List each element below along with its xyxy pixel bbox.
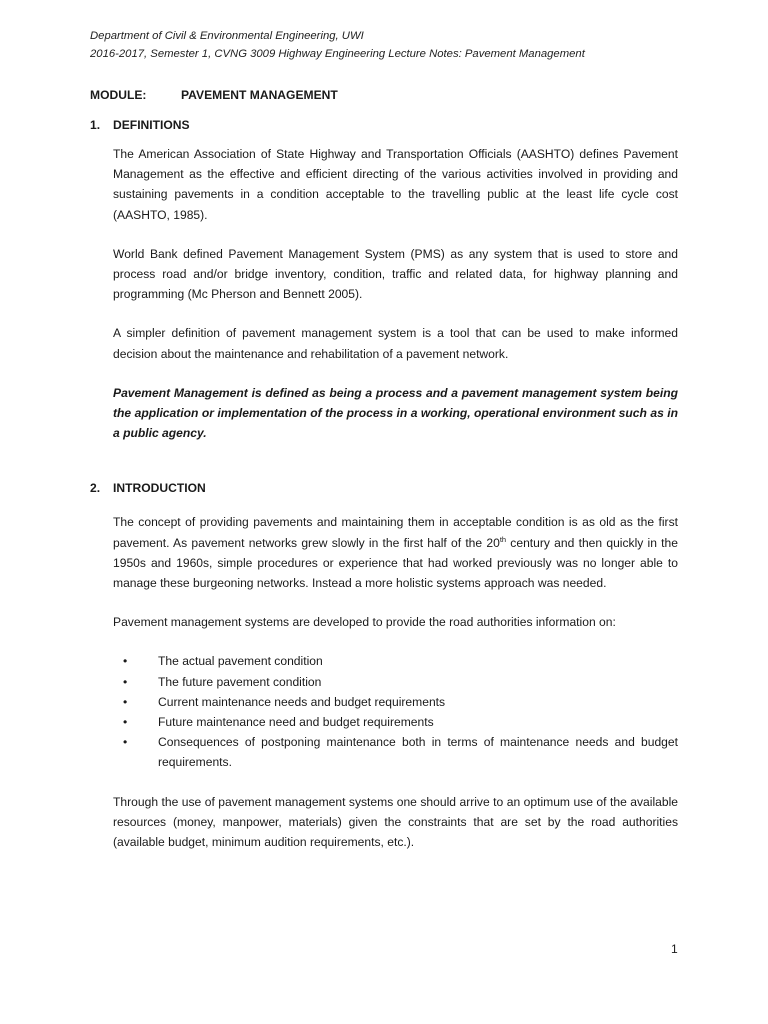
section-heading-definitions bbox=[90, 118, 678, 132]
list-item-text: Future maintenance need and budget requirements bbox=[158, 715, 434, 730]
list-item-text: The actual pavement condition bbox=[158, 654, 323, 669]
header-course: 2016-2017, Semester 1, CVNG 3009 Highway Engineering Lecture Notes: Pavement Management bbox=[90, 48, 585, 60]
paragraph-simpler-definition: A simpler definition of pavement management system is a tool that can be used to make informed decision about the maintenance and rehabilitation of a pavement network. bbox=[113, 326, 678, 361]
bullet-icon: • bbox=[123, 735, 128, 750]
module-title: PAVEMENT MANAGEMENT bbox=[181, 88, 338, 102]
module-heading bbox=[90, 88, 678, 102]
information-bullet-list bbox=[113, 651, 678, 772]
section-title: INTRODUCTION bbox=[113, 481, 206, 496]
bullet-icon: • bbox=[123, 715, 128, 730]
list-item bbox=[113, 712, 678, 732]
module-label: MODULE: bbox=[90, 88, 147, 102]
list-item-text: The future pavement condition bbox=[158, 674, 322, 689]
section-number: 1. bbox=[90, 118, 101, 132]
list-item-text: Consequences of postponing maintenance both in terms of maintenance needs and budget requirements. bbox=[158, 735, 678, 770]
list-item-text: Current maintenance needs and budget requirements bbox=[158, 694, 446, 709]
section-title: DEFINITIONS bbox=[113, 118, 190, 132]
paragraph-list-intro: Pavement management systems are developed to provide the road authorities information on: bbox=[113, 615, 616, 630]
section-heading-introduction bbox=[90, 481, 678, 495]
paragraph-closing: Through the use of pavement management systems one should arrive to an optimum use of the available resources (money, manpower, materials) given the constraints that are set by the road authorities (available budget, minimum audition requirements, etc.). bbox=[113, 794, 678, 850]
paragraph-key-definition: Pavement Management is defined as being a process and a pavement management system being the application or implementation of the process in a working, operational environment such as in a public agency. bbox=[113, 385, 678, 441]
paragraph-introduction bbox=[113, 512, 678, 593]
list-item bbox=[113, 732, 678, 772]
document-body bbox=[90, 86, 678, 852]
bullet-icon: • bbox=[123, 694, 128, 709]
page-header bbox=[90, 27, 585, 63]
bullet-icon: • bbox=[123, 674, 128, 689]
list-item bbox=[113, 651, 678, 671]
paragraph-aashto-definition: The American Association of State Highway and Transportation Officials (AASHTO) defines Pavement Management as the effective and efficient directing of the various activities involved in providing and sustaining pavements in a condition acceptable to the travelling public at the least life cycle cost (AASHTO, 1985). bbox=[113, 147, 678, 222]
intro-text-part1: The concept of providing pavements and maintaining them in acceptable condition is as old as the first pavement. As pavement networks grew slowly in the first half of the 20 bbox=[113, 515, 678, 550]
list-item bbox=[113, 692, 678, 712]
intro-text-part2: century and then quickly in the 1950s and 1960s, simple procedures or experience that had worked previously was no longer able to manage these burgeoning networks. Instead a more holistic systems approach was needed. bbox=[113, 535, 678, 591]
paragraph-world-bank-definition: World Bank defined Pavement Management System (PMS) as any system that is used to store and process road and/or bridge inventory, condition, traffic and related data, for highway planning and programming (Mc Pherson and Bennett 2005). bbox=[113, 246, 678, 302]
list-item bbox=[113, 672, 678, 692]
bullet-icon: • bbox=[123, 654, 128, 669]
header-department: Department of Civil & Environmental Engineering, UWI bbox=[90, 30, 364, 42]
page-number: 1 bbox=[671, 942, 678, 956]
section-number: 2. bbox=[90, 481, 101, 496]
intro-superscript: th bbox=[499, 534, 507, 544]
